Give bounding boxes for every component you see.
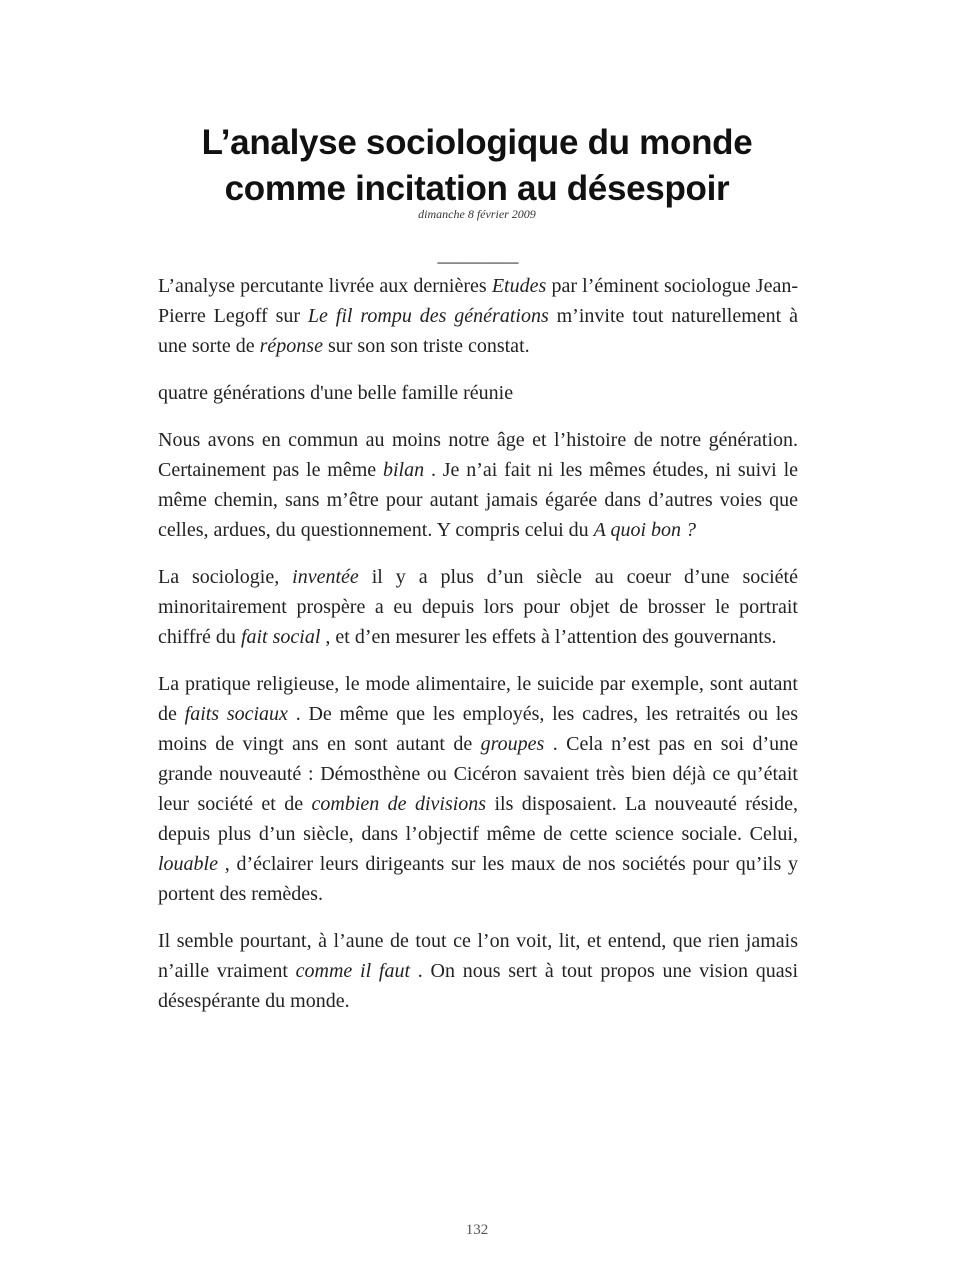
post-date: dimanche 8 février 2009 xyxy=(418,207,536,221)
italic-run: faits sociaux xyxy=(184,703,288,725)
text-run: il y a plus d’un siècle au coeur d’une société minoritairement prospère a eu depuis lors pour objet de brosser le portrait chiffré du xyxy=(158,566,798,648)
page-number: 132 xyxy=(465,1222,489,1238)
text-run: . Cela n’est pas en soi d’une grande nouveauté : Démosthène ou Cicéron savaient très bien déjà ce qu’était leur société et de xyxy=(158,733,798,815)
text-run: , d’éclairer leurs dirigeants sur les maux de nos sociétés pour qu’ils y portent des remèdes. xyxy=(158,853,798,905)
paragraph-2 xyxy=(158,378,798,408)
italic-run: A quoi bon ? xyxy=(593,519,697,541)
text-run: quatre générations d'une belle famille réunie xyxy=(158,382,514,404)
text-run: sur son son triste constat. xyxy=(322,335,530,357)
italic-run: bilan xyxy=(383,459,425,481)
paragraph-1 xyxy=(158,271,798,361)
text-run: par l’éminent sociologue Jean-Pierre Legoff sur xyxy=(158,275,798,327)
text-run: La sociologie, xyxy=(158,566,293,588)
paragraph-3 xyxy=(158,425,798,545)
text-run: La pratique religieuse, le mode alimentaire, le suicide par exemple, sont autant de xyxy=(158,673,798,725)
text-run: . On nous sert à tout propos une vision quasi désespérante du monde. xyxy=(158,960,799,1012)
title-line-2: comme incitation au désespoir xyxy=(224,169,730,208)
italic-run: comme il faut xyxy=(295,960,411,982)
text-run: Nous avons en commun au moins notre âge et l’histoire de notre génération. Certainement pas le même xyxy=(158,429,798,481)
text-run: . Je n’ai fait ni les mêmes études, ni suivi le même chemin, sans m’être pour autant jamais égarée dans d’autres voies que celles, ardues, du questionnement. Y compris celui du xyxy=(158,459,798,541)
text-run: ils disposaient. La nouveauté réside, depuis plus d’un siècle, dans l’objectif même de cette science sociale. Celui, xyxy=(158,793,798,845)
text-run: . De même que les employés, les cadres, les retraités ou les moins de vingt ans en sont autant de xyxy=(158,703,798,755)
italic-run: fait social xyxy=(240,626,321,648)
page-title xyxy=(0,120,954,212)
text-run: L’analyse percutante livrée aux dernières xyxy=(158,275,492,297)
italic-run: louable xyxy=(158,853,218,875)
italic-run: réponse xyxy=(259,335,323,357)
italic-run: combien de divisions xyxy=(311,793,487,815)
italic-run: groupes xyxy=(480,733,545,755)
text-run: Il semble pourtant, à l’aune de tout ce l’on voit, lit, et entend, que rien jamais n’aille vraiment xyxy=(158,930,798,982)
text-run: , et d’en mesurer les effets à l’attention des gouvernants. xyxy=(320,626,777,648)
paragraph-4 xyxy=(158,562,798,652)
title-line-1: L’analyse sociologique du monde xyxy=(201,123,753,162)
italic-run: Etudes xyxy=(491,275,547,297)
text-run: m’invite tout naturellement à une sorte de xyxy=(158,305,798,357)
article-body xyxy=(158,271,798,1033)
separator-line: _________ xyxy=(437,246,519,264)
italic-run: inventée xyxy=(292,566,359,588)
paragraph-6 xyxy=(158,926,798,1016)
paragraph-5 xyxy=(158,669,798,909)
italic-run: Le fil rompu des générations xyxy=(307,305,549,327)
